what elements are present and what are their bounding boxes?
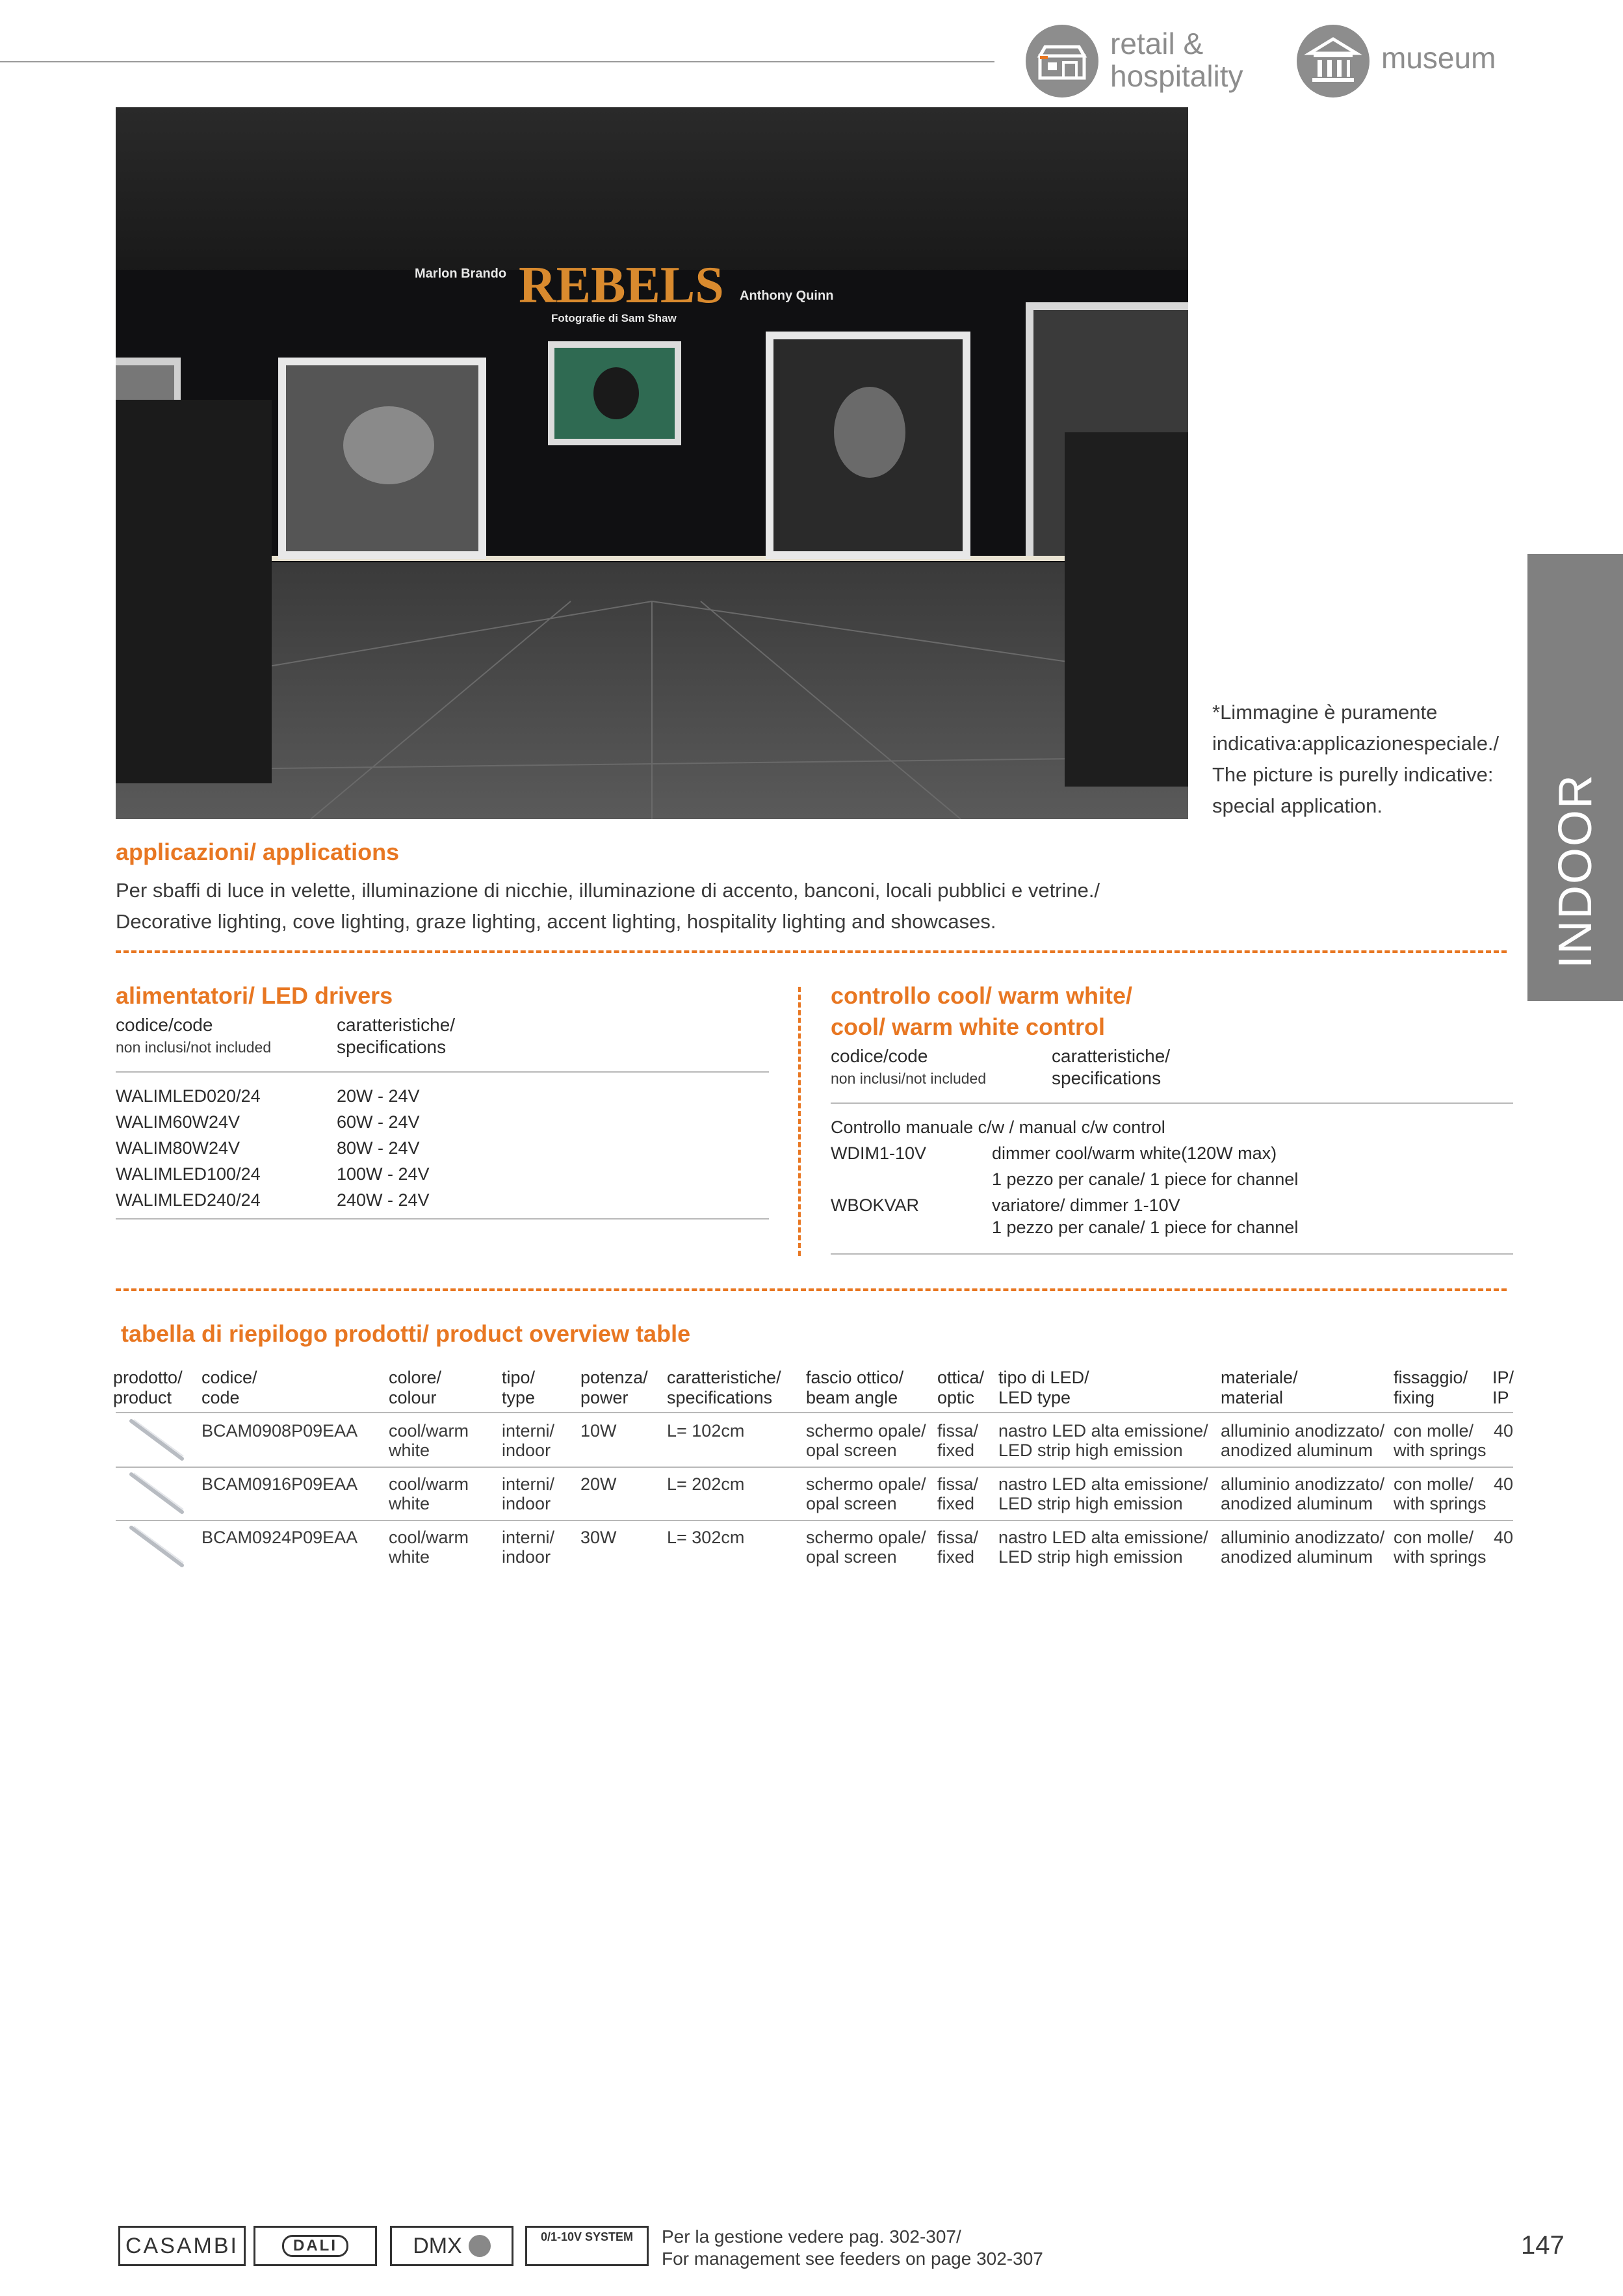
page-number: 147 [1521, 2231, 1565, 2260]
col-header-ip: IP/ IP [1492, 1368, 1514, 1407]
optic: fissa/ fixed [937, 1421, 979, 1460]
ip: 40 [1494, 1474, 1514, 1494]
dali-logo: DALI [253, 2226, 377, 2266]
exhibition-illustration [116, 107, 1188, 819]
museum-category-badge [1297, 25, 1370, 98]
type: interni/ indoor [502, 1528, 555, 1567]
led-type: nastro LED alta emissione/ LED strip high emission [998, 1474, 1208, 1513]
driver-code: WALIMLED100/24 [116, 1164, 261, 1184]
row-rule [116, 1520, 1513, 1521]
driver-spec: 80W - 24V [337, 1138, 420, 1158]
beam: schermo opale/ opal screen [806, 1474, 926, 1513]
row-rule [116, 1412, 1513, 1413]
svg-text:Anthony Quinn: Anthony Quinn [740, 289, 834, 303]
drivers-bottom-rule [116, 1218, 769, 1220]
specifications: L= 102cm [667, 1421, 745, 1441]
control-header-rule [831, 1102, 1513, 1104]
control-spec: dimmer cool/warm white(120W max) [992, 1143, 1277, 1163]
control-intro: Controllo manuale c/w / manual c/w control [831, 1117, 1165, 1137]
fixing: con molle/ with springs [1394, 1474, 1487, 1513]
museum-icon [1297, 25, 1370, 98]
led-type: nastro LED alta emissione/ LED strip high emission [998, 1421, 1208, 1460]
control-bottom-rule [831, 1253, 1513, 1255]
material: alluminio anodizzato/ anodized aluminum [1221, 1474, 1385, 1513]
col-header-type: tipo/ type [502, 1368, 536, 1407]
control-spec-header: caratteristiche/ specifications [1052, 1046, 1171, 1088]
optic: fissa/ fixed [937, 1528, 979, 1567]
retail-category-badge [1026, 25, 1098, 98]
colour: cool/warm white [389, 1474, 469, 1513]
beam: schermo opale/ opal screen [806, 1421, 926, 1460]
overview-heading: tabella di riepilogo prodotti/ product overview table [121, 1320, 691, 1347]
control-code: WBOKVAR [831, 1195, 920, 1215]
section-divider [116, 1288, 1507, 1291]
category-retail-label[interactable]: retail & hospitality [1110, 27, 1243, 93]
driver-code: WALIMLED240/24 [116, 1190, 261, 1210]
column-divider [798, 987, 801, 1256]
led-type: nastro LED alta emissione/ LED strip high emission [998, 1528, 1208, 1567]
casambi-logo: CASAMBI [118, 2226, 246, 2266]
application-photo [116, 107, 1188, 819]
fixing: con molle/ with springs [1394, 1528, 1487, 1567]
optic: fissa/ fixed [937, 1474, 979, 1513]
colour: cool/warm white [389, 1528, 469, 1567]
type: interni/ indoor [502, 1421, 555, 1460]
power: 30W [580, 1528, 617, 1547]
shop-icon [1026, 25, 1098, 98]
col-header-code: codice/ code [201, 1368, 257, 1407]
material: alluminio anodizzato/ anodized aluminum [1221, 1421, 1385, 1460]
svg-text:Fotografie di Sam Shaw: Fotografie di Sam Shaw [551, 312, 677, 324]
svg-text:Marlon Brando: Marlon Brando [415, 267, 507, 281]
indoor-side-tab[interactable] [1527, 554, 1623, 1001]
driver-spec: 60W - 24V [337, 1112, 420, 1132]
category-museum-label[interactable]: museum [1381, 41, 1496, 75]
indoor-tab-label: INDOOR [1549, 774, 1602, 969]
applications-heading: applicazioni/ applications [116, 839, 400, 865]
control-code: WDIM1-10V [831, 1143, 927, 1163]
dmx-sphere-icon [469, 2235, 491, 2257]
product-code: BCAM0916P09EAA [201, 1474, 358, 1494]
col-header-specifications: caratteristiche/ specifications [667, 1368, 781, 1407]
beam: schermo opale/ opal screen [806, 1528, 926, 1567]
type: interni/ indoor [502, 1474, 555, 1513]
drivers-heading: alimentatori/ LED drivers [116, 982, 393, 1009]
driver-code: WALIM80W24V [116, 1138, 240, 1158]
driver-code: WALIMLED020/24 [116, 1086, 261, 1106]
product-code: BCAM0908P09EAA [201, 1421, 358, 1441]
control-code-header: codice/code non inclusi/not included [831, 1046, 987, 1087]
drivers-code-header: codice/code non inclusi/not included [116, 1015, 272, 1056]
material: alluminio anodizzato/ anodized aluminum [1221, 1528, 1385, 1567]
specifications: L= 202cm [667, 1474, 745, 1494]
col-header-colour: colore/ colour [389, 1368, 442, 1407]
driver-spec: 100W - 24V [337, 1164, 430, 1184]
product-code: BCAM0924P09EAA [201, 1528, 358, 1547]
management-note: Per la gestione vedere pag. 302-307/ For management see feeders on page 302-307 [662, 2226, 1043, 2269]
svg-text:REBELS: REBELS [519, 257, 724, 314]
control-spec: variatore/ dimmer 1-10V [992, 1195, 1180, 1215]
col-header-fixing: fissaggio/ fixing [1394, 1368, 1468, 1407]
drivers-header-rule [116, 1071, 769, 1073]
driver-spec: 240W - 24V [337, 1190, 430, 1210]
control-spec: 1 pezzo per canale/ 1 piece for channel [992, 1218, 1299, 1237]
section-divider [116, 950, 1507, 953]
row-rule [116, 1467, 1513, 1468]
photo-caption: *Limmagine è puramente indicativa:applicazionespeciale./ The picture is purelly indicative: special application. [1212, 701, 1500, 817]
control-heading: controllo cool/ warm white/ cool/ warm white control [831, 982, 1133, 1040]
control-spec: 1 pezzo per canale/ 1 piece for channel [992, 1169, 1299, 1189]
header-rule [0, 61, 994, 62]
power: 10W [580, 1421, 617, 1441]
col-header-optic: ottica/ optic [937, 1368, 985, 1407]
col-header-beam: fascio ottico/ beam angle [806, 1368, 904, 1407]
col-header-led: tipo di LED/ LED type [998, 1368, 1089, 1407]
col-header-power: potenza/ power [580, 1368, 648, 1407]
analog-system-logo: 0/1-10V SYSTEM [525, 2226, 649, 2266]
drivers-spec-header: caratteristiche/ specifications [337, 1015, 456, 1057]
fixing: con molle/ with springs [1394, 1421, 1487, 1460]
specifications: L= 302cm [667, 1528, 745, 1547]
product-thumbnail-bar-icon [127, 1417, 186, 1463]
product-thumbnail-bar-icon [127, 1470, 186, 1516]
col-header-material: materiale/ material [1221, 1368, 1298, 1407]
applications-text: Per sbaffi di luce in velette, illuminazione di nicchie, illuminazione di accento, banconi, locali pubblici e vetrine./ Decorative lighting, cove lighting, graze lighting, accent lighting, hospitality lighting and showcases. [116, 879, 1100, 933]
ip: 40 [1494, 1421, 1514, 1441]
power: 20W [580, 1474, 617, 1494]
col-header-product: prodotto/ product [113, 1368, 183, 1407]
ip: 40 [1494, 1528, 1514, 1547]
colour: cool/warm white [389, 1421, 469, 1460]
driver-code: WALIM60W24V [116, 1112, 240, 1132]
dmx-logo: DMX [390, 2226, 513, 2266]
product-thumbnail-bar-icon [127, 1524, 186, 1569]
driver-spec: 20W - 24V [337, 1086, 420, 1106]
